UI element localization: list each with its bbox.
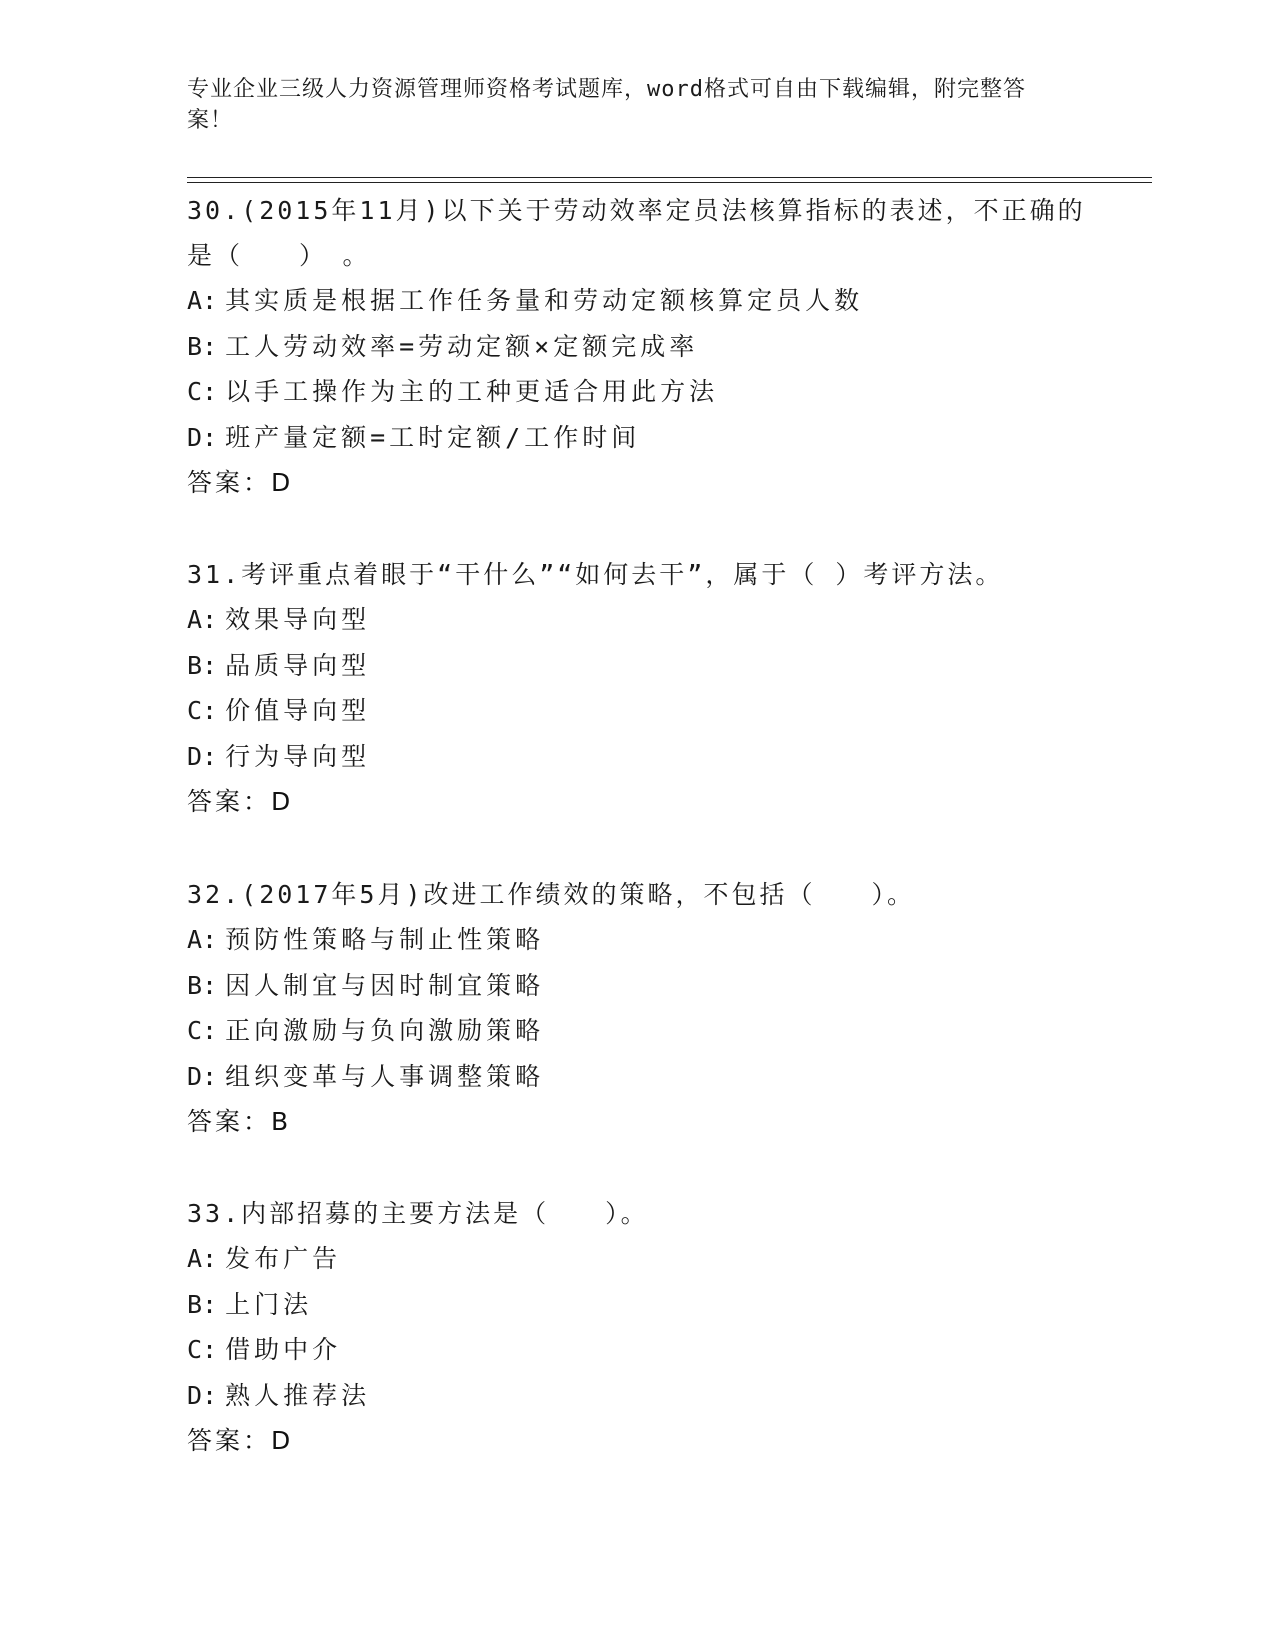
answer: 答案：D	[187, 1426, 294, 1455]
option-d	[187, 415, 1087, 461]
option-letter: D:	[187, 1380, 218, 1410]
option-b	[187, 1282, 1087, 1328]
option-letter: A:	[187, 925, 218, 954]
option-a	[187, 917, 1087, 963]
option-c	[187, 1327, 1087, 1373]
option-letter: C:	[187, 696, 218, 725]
document-header: 专业企业三级人力资源管理师资格考试题库，word格式可自由下载编辑，附完整答案！	[187, 77, 1026, 133]
option-a	[187, 1236, 1087, 1282]
option-letter: D:	[187, 1061, 218, 1091]
option-text: 因人制宜与因时制宜策略	[225, 970, 545, 1000]
option-text: 班产量定额=工时定额/工作时间	[225, 422, 641, 452]
option-text: 借助中介	[225, 1335, 342, 1364]
question-stem: 32.(2017年5月)改进工作绩效的策略，不包括（ ）。	[187, 880, 916, 909]
option-d	[187, 1054, 1087, 1100]
header-divider-bottom	[187, 182, 1152, 183]
option-text: 工人劳动效率=劳动定额×定额完成率	[225, 331, 699, 361]
option-text: 发布广告	[225, 1244, 342, 1273]
option-letter: D:	[187, 741, 218, 771]
option-text: 行为导向型	[225, 741, 371, 771]
option-text: 其实质是根据工作任务量和劳动定额核算定员人数	[225, 286, 864, 315]
question-30	[187, 188, 1087, 506]
option-b	[187, 643, 1087, 689]
option-c	[187, 369, 1087, 415]
question-stem: 33.内部招募的主要方法是（ ）。	[187, 1199, 649, 1228]
option-text: 组织变革与人事调整策略	[225, 1061, 545, 1091]
option-a	[187, 597, 1087, 643]
option-letter: C:	[187, 1016, 218, 1045]
question-33	[187, 1191, 1087, 1464]
option-d	[187, 734, 1087, 780]
option-d	[187, 1373, 1087, 1419]
option-letter: C:	[187, 377, 218, 406]
answer: 答案：B	[187, 1107, 292, 1136]
option-letter: B:	[187, 970, 218, 1000]
option-text: 效果导向型	[225, 605, 371, 634]
option-text: 价值导向型	[225, 696, 371, 725]
question-32	[187, 872, 1087, 1145]
option-a	[187, 278, 1087, 324]
option-text: 预防性策略与制止性策略	[225, 925, 545, 954]
option-text: 品质导向型	[225, 650, 371, 680]
option-letter: A:	[187, 1244, 218, 1273]
option-text: 以手工操作为主的工种更适合用此方法	[225, 377, 719, 406]
question-stem: 31.考评重点着眼于“干什么”“如何去干”，属于（ ）考评方法。	[187, 560, 1004, 589]
option-text: 正向激励与负向激励策略	[225, 1016, 545, 1045]
option-text: 熟人推荐法	[225, 1380, 371, 1410]
option-c	[187, 1008, 1087, 1054]
option-b	[187, 324, 1087, 370]
option-letter: D:	[187, 422, 218, 452]
option-text: 上门法	[225, 1289, 313, 1319]
question-31	[187, 552, 1087, 825]
answer: 答案：D	[187, 787, 294, 816]
option-letter: A:	[187, 286, 218, 315]
option-letter: A:	[187, 605, 218, 634]
option-letter: B:	[187, 650, 218, 680]
option-letter: B:	[187, 331, 218, 361]
option-letter: B:	[187, 1289, 218, 1319]
header-divider-top	[187, 177, 1152, 178]
question-stem: 30.(2015年11月)以下关于劳动效率定员法核算指标的表述，不正确的是（ ） 。	[187, 196, 1086, 270]
option-c	[187, 688, 1087, 734]
option-letter: C:	[187, 1335, 218, 1364]
option-b	[187, 963, 1087, 1009]
answer: 答案：D	[187, 468, 294, 497]
